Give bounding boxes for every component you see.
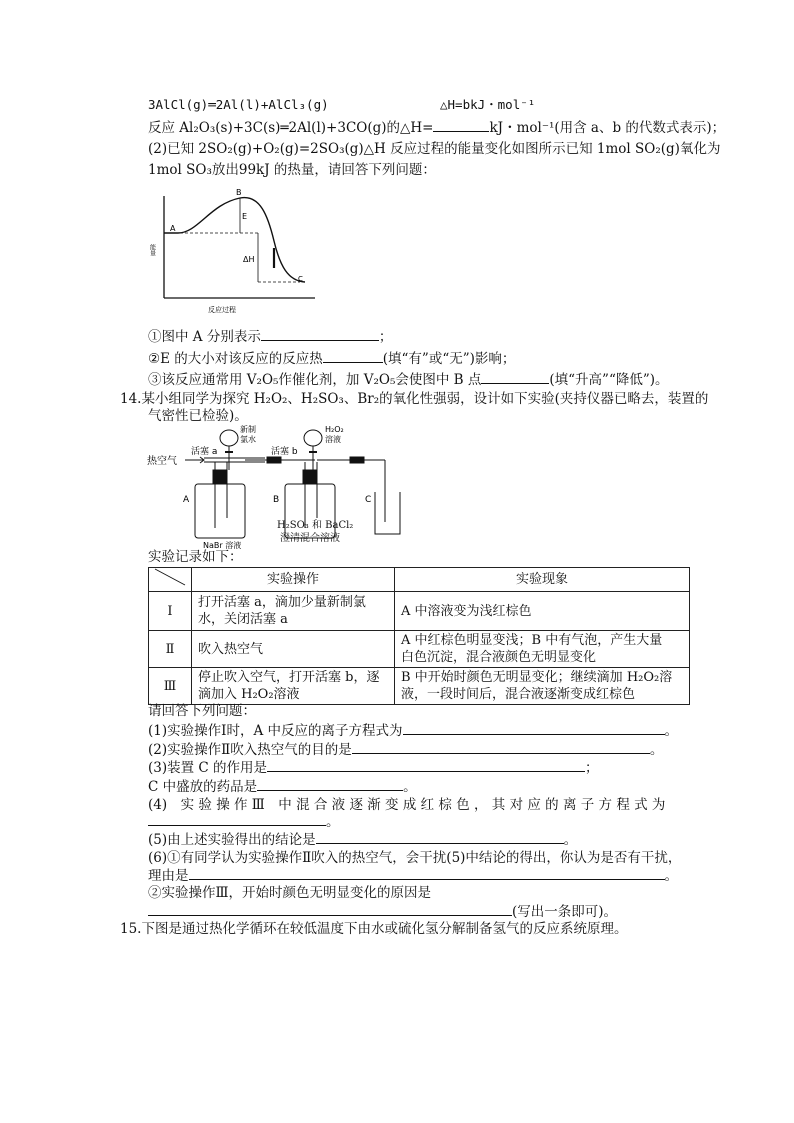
header-phenomenon: 实验现象 bbox=[395, 568, 690, 592]
bottle-a bbox=[195, 484, 245, 538]
mix-label-2: 澄清混合溶液 bbox=[280, 533, 340, 544]
answer-blank[interactable] bbox=[481, 370, 549, 384]
equation-text: 3AlCl(g)═2Al(l)+AlCl₃(g) bbox=[148, 97, 329, 112]
point-c-label: C bbox=[298, 275, 303, 283]
delta-h-question: 反应 Al₂O₃(s)+3C(s)═2Al(l)+3CO(g)的△H= kJ・mol⁻¹(用含 a、b 的代数式表示)； bbox=[148, 120, 726, 136]
operation-cell: 吹入热空气 bbox=[192, 631, 395, 668]
beaker-c bbox=[375, 492, 400, 534]
valve-a-label: 活塞 a bbox=[191, 447, 218, 457]
phenomenon-cell: A 中溶液变为浅红棕色 bbox=[395, 592, 690, 631]
h2o2-label-1: H₂O₂ bbox=[325, 425, 344, 434]
table-row bbox=[149, 631, 690, 668]
y-axis-label: 能量 bbox=[148, 244, 156, 256]
valve-b-label: 活塞 b bbox=[271, 447, 298, 457]
point-b-label: B bbox=[236, 188, 242, 197]
question-2-line: (2)已知 2SO₂(g)+O₂(g)=2SO₃(g)△H 反应过程的能量变化如图所示已知 1mol SO₂(g)氧化为 bbox=[148, 141, 721, 157]
nabr-label: NaBr 溶液 bbox=[203, 541, 242, 550]
answer-blank[interactable] bbox=[267, 758, 585, 772]
question-4-blank: 。 bbox=[148, 812, 340, 831]
answer-blank[interactable] bbox=[261, 327, 379, 341]
header-operation: 实验操作 bbox=[192, 568, 395, 592]
table-row bbox=[149, 668, 690, 705]
question-1: (1)实验操作Ⅰ时，A 中反应的离子方程式为 。 bbox=[148, 723, 678, 739]
answer-blank[interactable] bbox=[257, 777, 403, 791]
answer-blank[interactable] bbox=[403, 721, 665, 735]
equation-line bbox=[148, 96, 329, 114]
point-a-label: A bbox=[170, 224, 176, 233]
label-c: C bbox=[365, 495, 372, 505]
answer-blank[interactable] bbox=[148, 812, 326, 826]
question-4: (4) 实 验 操 作 Ⅲ 中 混 合 液 逐 渐 变 成 红 棕 色 ， 其 对 应 的 离 子 方 程 式 为 bbox=[148, 797, 666, 813]
q15-intro: 15.下图是通过热化学循环在较低温度下由水或硫化氢分解制备氢气的反应系统原理。 bbox=[120, 921, 628, 937]
question-3b: C 中盛放的药品是 。 bbox=[148, 779, 417, 795]
question-6-2-blank: (写出一条即可)。 bbox=[148, 902, 617, 921]
sub-question-2: ②E 的大小对该反应的反应热 (填“有”或“无”)影响； bbox=[148, 351, 516, 367]
funnel-b bbox=[304, 430, 322, 446]
answer-blank[interactable] bbox=[352, 740, 650, 754]
experiment-table bbox=[148, 567, 690, 705]
operation-cell: 停止吹入空气，打开活塞 b，逐 滴加入 H₂O₂溶液 bbox=[192, 668, 395, 705]
answer-blank[interactable] bbox=[323, 349, 383, 363]
table-row bbox=[149, 592, 690, 631]
q14-intro: 14.某小组同学为探究 H₂O₂、H₂SO₃、Br₂的氧化性强弱，设计如下实验(夹持仪器已略去，装置的 bbox=[120, 391, 709, 407]
answer-intro: 请回答下列问题： bbox=[148, 703, 256, 719]
question-6-2: ②实验操作Ⅲ，开始时颜色无明显变化的原因是 bbox=[148, 885, 432, 901]
label-b: B bbox=[273, 495, 280, 505]
answer-blank[interactable] bbox=[148, 902, 512, 916]
chlorine-label-1: 新制 bbox=[240, 425, 256, 434]
phenomenon-cell: B 中开始时颜色无明显变化；继续滴加 H₂O₂溶 液，一段时间后，混合液逐渐变成红棕色 bbox=[395, 668, 690, 705]
row-number: Ⅲ bbox=[149, 668, 192, 705]
chlorine-label-2: 氯水 bbox=[240, 435, 256, 444]
phenomenon-cell: A 中红棕色明显变浅；B 中有气泡，产生大量 白色沉淀，混合液颜色无明显变化 bbox=[395, 631, 690, 668]
funnel-a bbox=[220, 430, 238, 446]
question-6: (6)①有同学认为实验操作Ⅱ吹入的热空气，会干扰(5)中结论的得出，你认为是否有干扰， bbox=[148, 850, 682, 866]
diagonal-line bbox=[155, 569, 185, 585]
sub-question-3: ③该反应通常用 V₂O₅作催化剂，加 V₂O₅会使图中 B 点 (填“升高”“降低”)。 bbox=[148, 372, 669, 388]
sub-question-1: ①图中 A 分别表示 ； bbox=[148, 329, 393, 345]
question-3: (3)装置 C 的作用是 ； bbox=[148, 760, 599, 776]
mix-label-1: H₂SO₃ 和 BaCl₂ bbox=[277, 520, 354, 531]
table-header-row bbox=[149, 568, 690, 592]
question-2-line-2: 1mol SO₃放出99kJ 的热量，请回答下列问题： bbox=[148, 162, 436, 178]
h2o2-label-2: 溶液 bbox=[325, 435, 341, 444]
enthalpy-text: △H=bkJ・mol⁻¹ bbox=[440, 97, 536, 112]
energy-diagram bbox=[150, 186, 320, 318]
label-a: A bbox=[183, 495, 190, 505]
question-6-reason: 理由是 。 bbox=[148, 868, 678, 884]
operation-cell: 打开活塞 a，滴加少量新制氯 水，关闭活塞 a bbox=[192, 592, 395, 631]
answer-blank[interactable] bbox=[433, 118, 489, 132]
question-5: (5)由上述实验得出的结论是 。 bbox=[148, 832, 578, 848]
corner-cell bbox=[149, 568, 192, 592]
dh-label: ΔH bbox=[243, 255, 255, 264]
q14-intro-2: 气密性已检验)。 bbox=[148, 408, 248, 424]
record-title: 实验记录如下： bbox=[148, 549, 243, 565]
answer-blank[interactable] bbox=[189, 866, 665, 880]
hot-air-label: 热空气 bbox=[147, 456, 177, 467]
x-axis-label: 反应过程 bbox=[208, 306, 236, 314]
e-label: E bbox=[242, 212, 248, 221]
row-number: Ⅰ bbox=[149, 592, 192, 631]
apparatus-diagram bbox=[145, 422, 405, 550]
answer-blank[interactable] bbox=[316, 830, 564, 844]
question-2: (2)实验操作Ⅱ吹入热空气的目的是 。 bbox=[148, 742, 664, 758]
energy-curve bbox=[164, 198, 305, 282]
row-number: Ⅱ bbox=[149, 631, 192, 668]
